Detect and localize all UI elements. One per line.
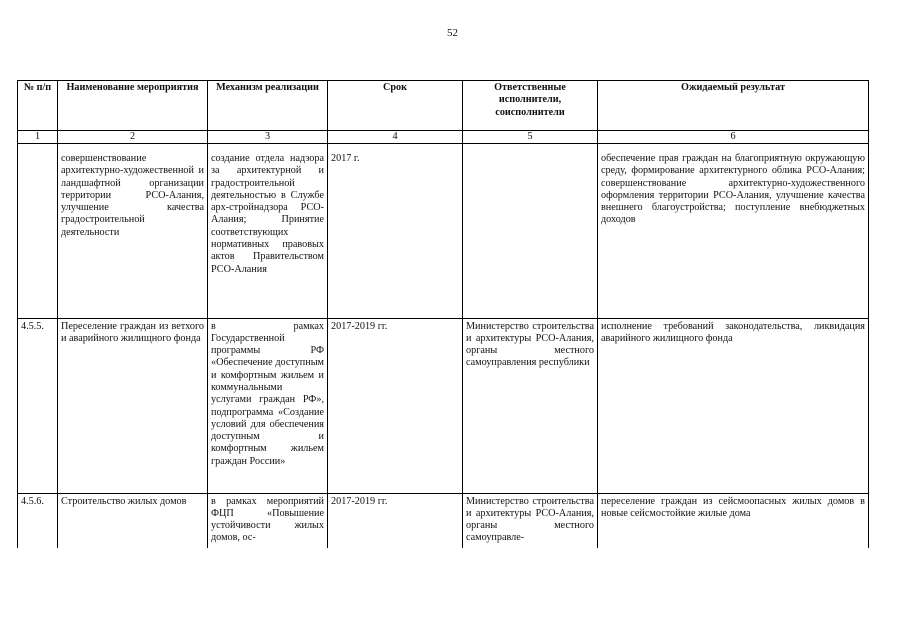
result-cell: переселение граждан из сейсмоопасных жилых домов в новые сейсмостойкие жилые дома <box>598 493 869 548</box>
executors-cell: Министерство строительства и архитектуры РСО-Алания, органы местного самоуправления республики <box>463 318 598 493</box>
page-number: 52 <box>447 27 458 39</box>
column-number: 6 <box>598 131 869 144</box>
header-event-name: Наименование мероприятия <box>58 81 208 131</box>
row-number <box>18 151 58 318</box>
row-number: 4.5.6. <box>18 493 58 548</box>
result-cell: обеспечение прав граждан на благоприятную окружающую среду, формирование архитектурного облика РСО-Алания; совершенствование архитектурно-художественного оформления территории РСО-Алания, улучшение качества внешнего благоустройства; поступление внебюджетных доходов <box>598 151 869 318</box>
table-row <box>18 493 869 548</box>
column-number: 4 <box>328 131 463 144</box>
executors-cell: Министерство строительства и архитектуры РСО-Алания, органы местного самоуправле- <box>463 493 598 548</box>
header-expected-result: Ожидаемый результат <box>598 81 869 131</box>
mechanism-cell: в рамках Государственной программы РФ «Обеспечение доступным и комфортным жильем и коммунальными услугами граждан РФ», подпрограмма «Создание условий для обеспечения доступным и комфортным жильем граждан России» <box>208 318 328 493</box>
column-number: 3 <box>208 131 328 144</box>
header-number: № п/п <box>18 81 58 131</box>
event-name-cell: Переселение граждан из ветхого и аварийного жилищного фонда <box>58 318 208 493</box>
table-row <box>18 151 869 318</box>
header-mechanism: Механизм реализации <box>208 81 328 131</box>
table-row <box>18 318 869 493</box>
column-number: 1 <box>18 131 58 144</box>
term-cell: 2017-2019 гг. <box>328 318 463 493</box>
row-number: 4.5.5. <box>18 318 58 493</box>
event-name-cell: совершенствование архитектурно-художественной и ландшафтной организации территории РСО-Алания, улучшение качества градостроительной деятельности <box>58 151 208 318</box>
executors-cell <box>463 151 598 318</box>
term-cell: 2017-2019 гг. <box>328 493 463 548</box>
term-cell: 2017 г. <box>328 151 463 318</box>
column-number: 5 <box>463 131 598 144</box>
column-number-row <box>18 131 869 144</box>
mechanism-cell: в рамках мероприятий ФЦП «Повышение устойчивости жилых домов, ос- <box>208 493 328 548</box>
column-number: 2 <box>58 131 208 144</box>
header-executors: Ответственные исполнители, соисполнители <box>463 81 598 131</box>
table-header-row <box>18 81 869 131</box>
action-plan-table <box>17 80 869 548</box>
header-term: Срок <box>328 81 463 131</box>
result-cell: исполнение требований законодательства, ликвидация аварийного жилищного фонда <box>598 318 869 493</box>
event-name-cell: Строительство жилых домов <box>58 493 208 548</box>
mechanism-cell: создание отдела надзора за архитектурной и градостроительной деятельностью в Службе арх-стройнадзора РСО-Алания; Принятие соответствующих нормативных правовых актов Правительством РСО-Алания <box>208 151 328 318</box>
spacer-row <box>18 144 869 152</box>
